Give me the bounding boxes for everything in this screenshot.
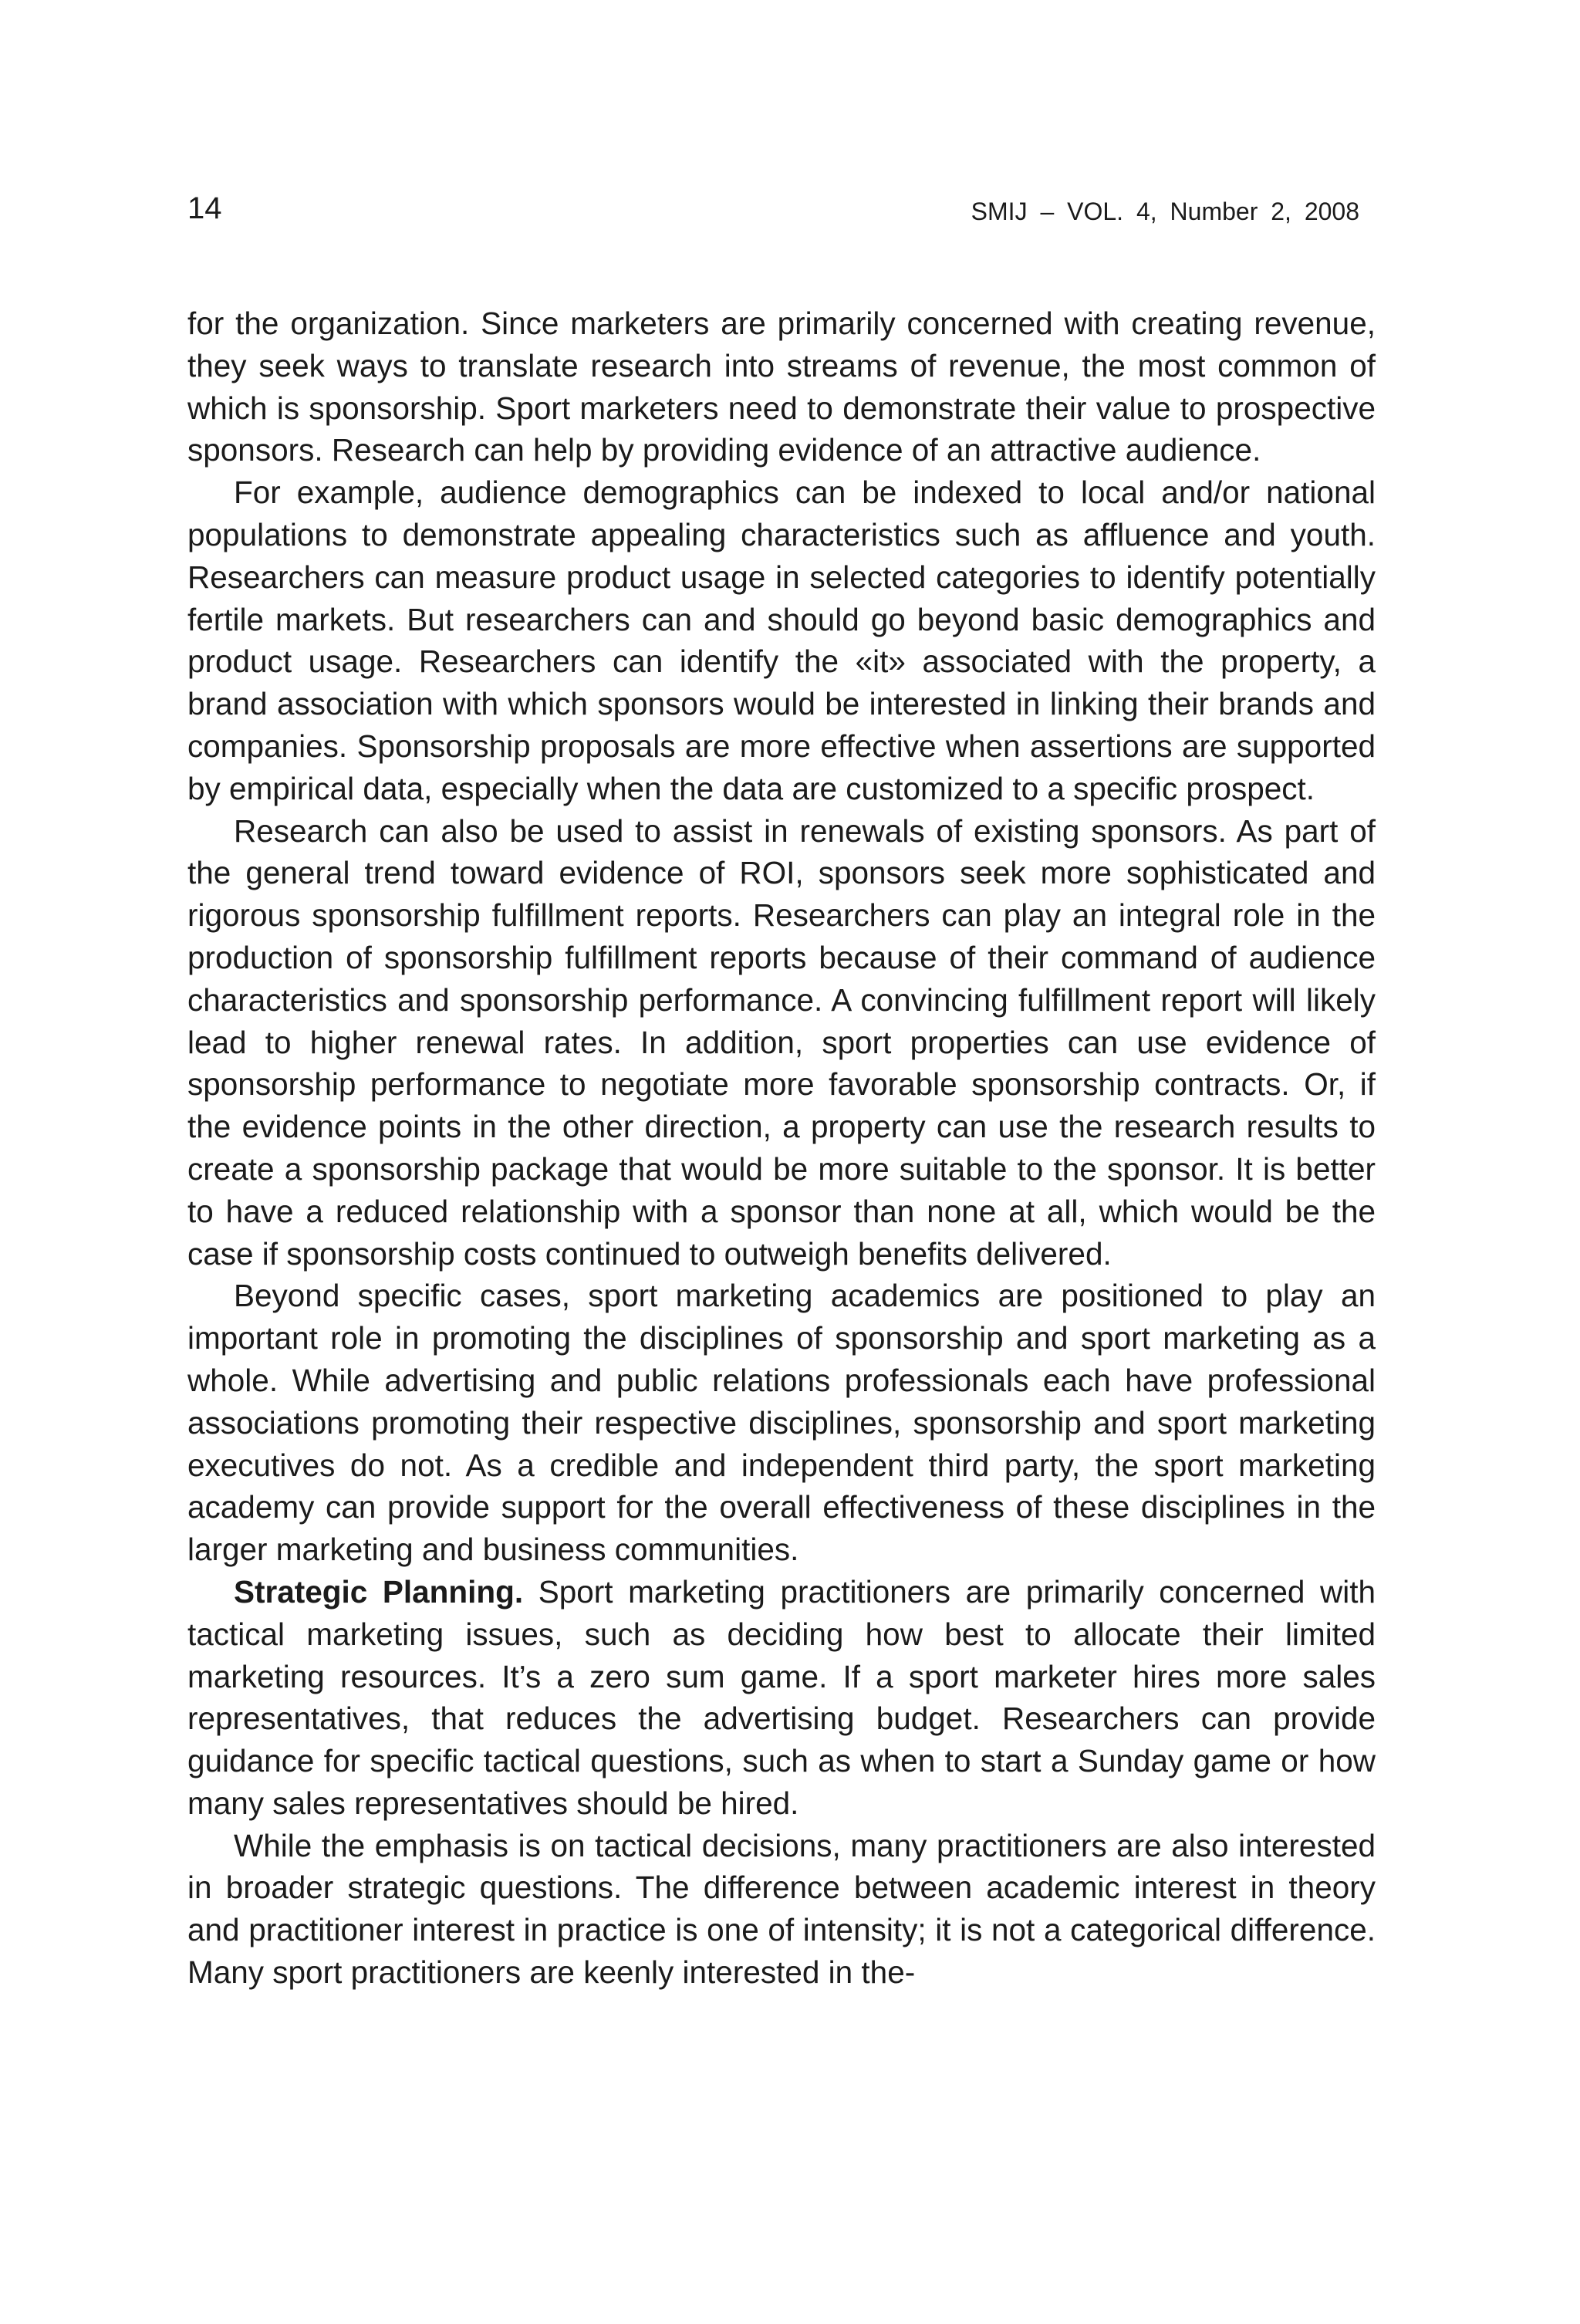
section-run-in-heading: Strategic Planning. [234, 1573, 524, 1610]
paragraph: for the organization. Since marketers are primarily concerned with creating revenue, they seek ways to translate research into streams of revenue, the most common of which is sponsorship. Sport marketers need to demonstrate their value to prospective sponsors. Research can help by providing evidence of an attractive audience. [187, 306, 1376, 468]
paragraph: Beyond specific cases, sport marketing academics are positioned to play an important role in promoting the disciplines of sponsorship and sport marketing as a whole. While advertising and public relations professionals each have professional associations promoting their respective disciplines, sponsorship and sport marketing executives do not. As a credible and independent third party, the sport marketing academy can provide support for the overall effectiveness of these disciplines in the larger marketing and business communities. [187, 1278, 1376, 1568]
running-head: SMIJ – VOL. 4, Number 2, 2008 [971, 198, 1359, 225]
page-header [187, 185, 1370, 231]
paragraph: Research can also be used to assist in renewals of existing sponsors. As part of the general trend toward evidence of ROI, sponsors seek more sophisticated and rigorous sponsorship fulfillment reports. Researchers can play an integral role in the production of sponsorship fulfillment reports because of their command of audience characteristics and sponsorship performance. A convincing fulfillment report will likely lead to higher renewal rates. In addition, sport properties can use evidence of sponsorship performance to negotiate more favorable sponsorship contracts. Or, if the evidence points in the other direction, a property can use the research results to create a sponsorship package that would be more suitable to the sponsor. It is better to have a reduced relationship with a sponsor than none at all, which would be the case if sponsorship costs continued to outweigh benefits delivered. [187, 812, 1376, 1272]
paragraph-strategic-planning [187, 1571, 1376, 1825]
page-number: 14 [187, 191, 222, 225]
paragraph: While the emphasis is on tactical decisions, many practitioners are also interested in broader strategic questions. The difference between academic interest in theory and practitioner interest in practice is one of intensity; it is not a categorical difference. Many sport practitioners are keenly interested in the- [187, 1827, 1376, 1991]
body-text [187, 302, 1376, 1994]
paragraph: For example, audience demographics can be indexed to local and/or national populations to demonstrate appealing characteristics such as affluence and youth. Researchers can measure product usage in selected categories to identify potentially fertile markets. But researchers can and should go beyond basic demographics and product usage. Researchers can identify the «it» associated with the property, a brand association with which sponsors would be interested in linking their brands and companies. Sponsorship proposals are more effective when assertions are supported by empirical data, especially when the data are customized to a specific prospect. [187, 475, 1376, 806]
paragraph-text: Sport marketing practitioners are primarily concerned with tactical marketing issues, such as deciding how best to allocate their limited marketing resources. It’s a zero sum game. If a sport marketer hires more sales representatives, that reduces the advertising budget. Researchers can provide guidance for specific tactical questions, such as when to start a Sunday game or how many sales representatives should be hired. [187, 1573, 1376, 1821]
